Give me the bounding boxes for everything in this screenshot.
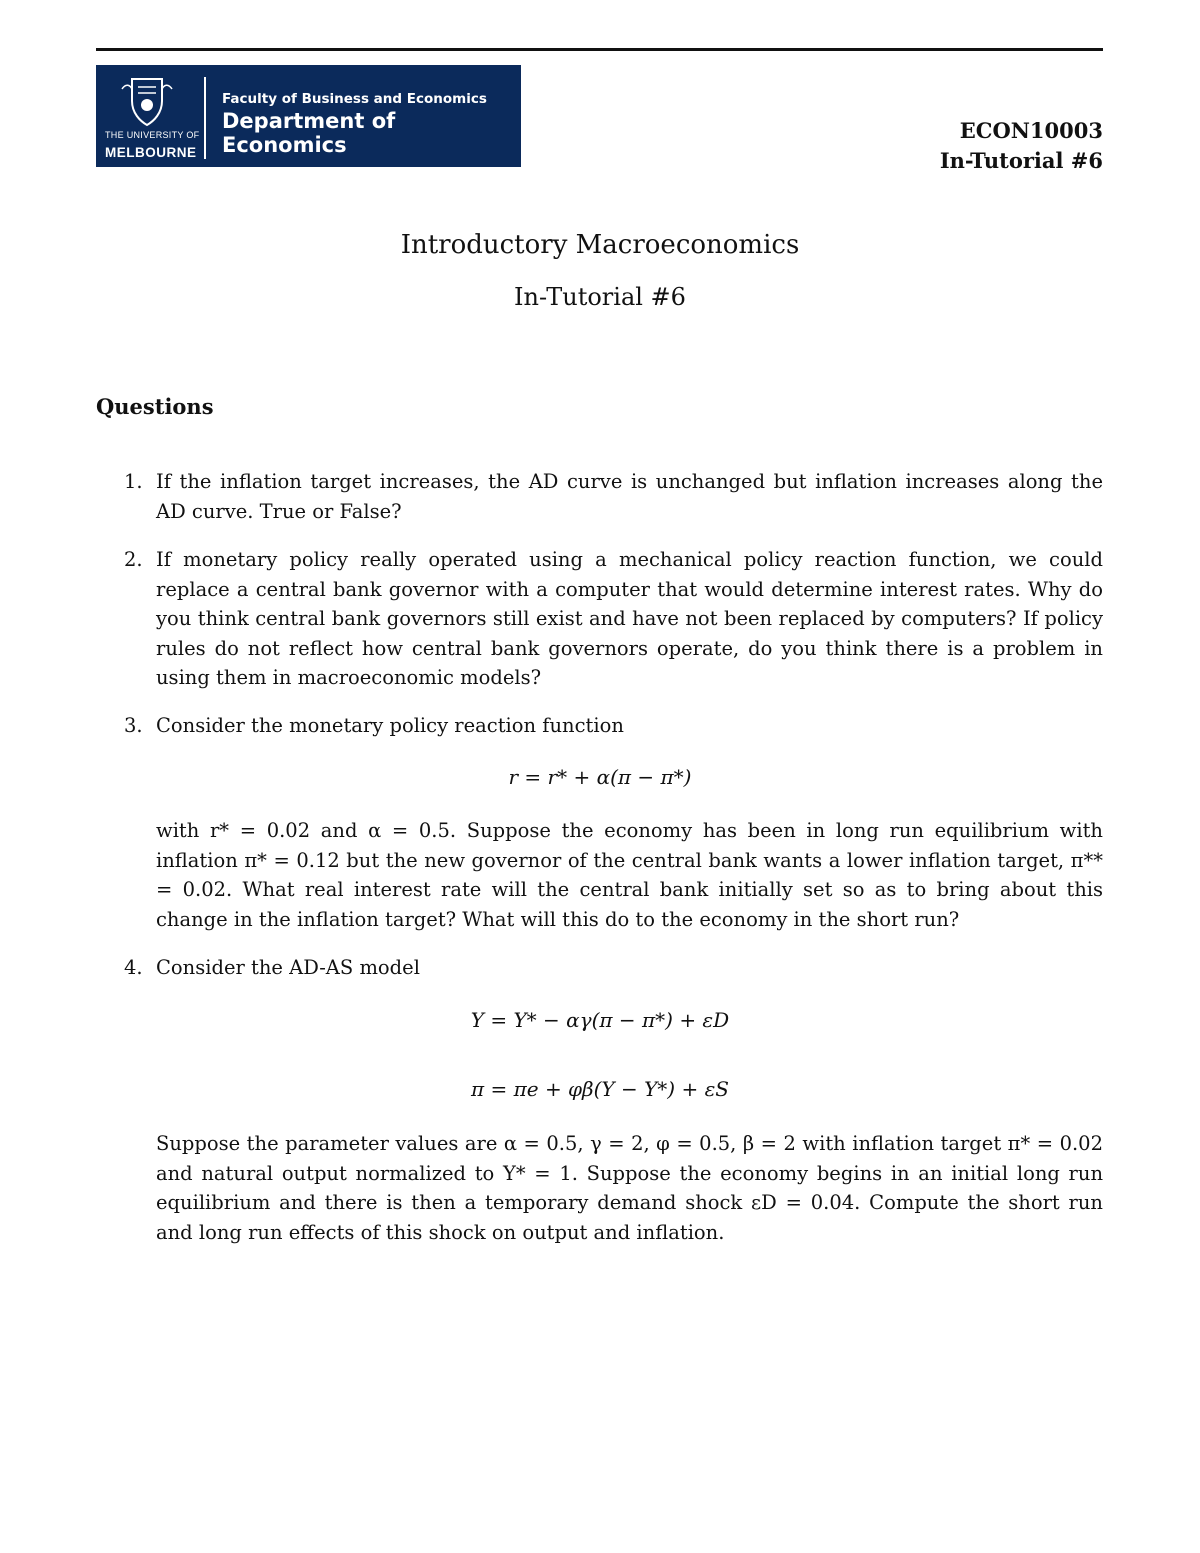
- question-2: [124, 545, 1103, 693]
- university-name-line2: MELBOURNE: [105, 145, 197, 160]
- question-number: 4.: [124, 956, 143, 979]
- university-logo: [96, 65, 521, 167]
- question-3-body: [156, 816, 1103, 934]
- document-subtitle: In-Tutorial #6: [514, 283, 686, 311]
- equation-ad: Y = Y* − αγ(π − π*) + εD: [470, 1008, 730, 1032]
- equation-as: π = πe + φβ(Y − Y*) + εS: [470, 1077, 730, 1101]
- question-number: 1.: [124, 470, 143, 493]
- question-number: 2.: [124, 548, 143, 571]
- logo-divider: [204, 77, 206, 159]
- document-title: Introductory Macroeconomics: [400, 230, 800, 260]
- question-3: [124, 711, 1103, 741]
- question-text: with r* = 0.02 and α = 0.5. Suppose the economy has been in long run equilibrium with inflation π* = 0.12 but the new governor of the central bank wants a lower inflation target, π** = 0.02. What real interest rate will the central bank initially set so as to bring about this change in the inflation target? What will this do to the economy in the short run?: [156, 819, 1103, 931]
- questions-heading: Questions: [96, 394, 214, 419]
- course-code: ECON10003: [959, 118, 1103, 143]
- top-rule: [96, 48, 1103, 51]
- faculty-name: Faculty of Business and Economics: [222, 91, 487, 107]
- question-intro: Consider the monetary policy reaction function: [156, 714, 624, 737]
- question-4-body: [156, 1129, 1103, 1247]
- question-number: 3.: [124, 714, 143, 737]
- crest-icon: [118, 75, 176, 127]
- question-intro: Consider the AD-AS model: [156, 956, 420, 979]
- question-1: [124, 467, 1103, 526]
- equation-policy-rule: r = r* + α(π − π*): [508, 765, 692, 789]
- department-name: Department of Economics: [222, 109, 396, 157]
- question-text: If monetary policy really operated using a mechanical policy reaction function, we could replace a central bank governor with a computer that would determine interest rates. Why do you think central bank governors still exist and have not been replaced by computers? If policy rules do not reflect how central bank governors operate, do you think there is a problem in using them in macroeconomic models?: [156, 548, 1103, 689]
- question-text: If the inflation target increases, the AD curve is unchanged but inflation increases along the AD curve. True or False?: [156, 470, 1103, 523]
- question-4: [124, 953, 1103, 983]
- tutorial-label: In-Tutorial #6: [939, 148, 1103, 173]
- course-info: [940, 116, 1103, 176]
- university-name-line1: THE UNIVERSITY OF: [105, 130, 200, 140]
- question-text: Suppose the parameter values are α = 0.5, γ = 2, φ = 0.5, β = 2 with inflation target π* = 0.02 and natural output normalized to Y* = 1. Suppose the economy begins in an initial long run equilibrium and there is then a temporary demand shock εD = 0.04. Compute the short run and long run effects of this shock on output and inflation.: [156, 1132, 1103, 1244]
